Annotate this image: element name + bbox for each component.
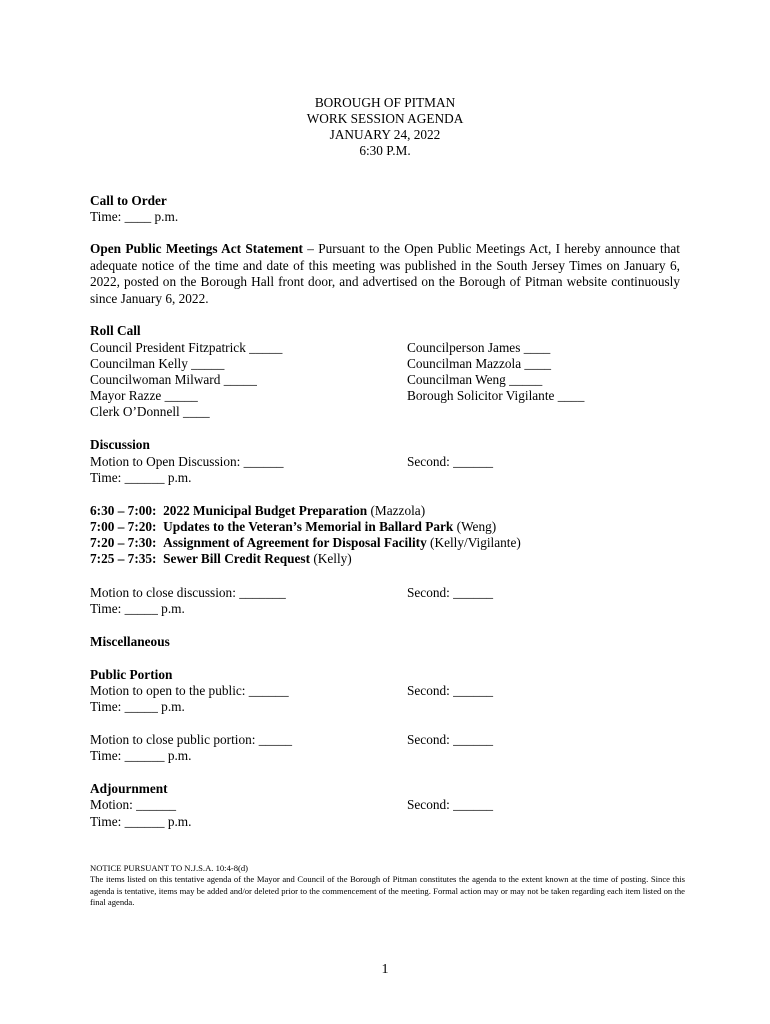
- discussion-item: [90, 503, 425, 519]
- item-time: 7:25 – 7:35:: [90, 551, 157, 566]
- adjournment-motion: Motion: ______: [90, 797, 177, 812]
- notice-heading: NOTICE PURSUANT TO N.J.S.A. 10:4-8(d): [90, 863, 249, 873]
- public-motion-open: Motion to open to the public: ______: [90, 683, 289, 698]
- notice-text: The items listed on this tentative agenda of the Mayor and Council of the Borough of Pitman constitutes the agenda to the extent known at the time of posting. Since this agenda is tentative, items may be added and/or deleted prior to the commencement of the meeting. Formal action may or may not be taken regarding each item listed on the final agenda.: [90, 874, 685, 908]
- roll-call-left-item: Councilman Kelly _____: [90, 356, 225, 371]
- roll-call-left-item: Councilwoman Milward _____: [90, 372, 257, 387]
- opma-statement: [90, 241, 680, 307]
- roll-call-heading: Roll Call: [90, 323, 141, 338]
- roll-call-right-item: Councilman Mazzola ____: [407, 356, 552, 371]
- item-title: Updates to the Veteran’s Memorial in Ballard Park: [163, 519, 454, 534]
- roll-call-left-item: Council President Fitzpatrick _____: [90, 340, 283, 355]
- discussion-item: [90, 551, 352, 567]
- item-title: Sewer Bill Credit Request: [163, 551, 311, 566]
- item-title: 2022 Municipal Budget Preparation: [163, 503, 368, 518]
- discussion-motion-close: Motion to close discussion: _______: [90, 585, 286, 600]
- discussion-heading: Discussion: [90, 437, 150, 452]
- header-time: 6:30 P.M.: [359, 143, 411, 158]
- discussion-time-open: Time: ______ p.m.: [90, 470, 192, 485]
- adjournment-heading: Adjournment: [90, 781, 168, 796]
- adjournment-time: Time: ______ p.m.: [90, 814, 192, 829]
- public-second-close: Second: ______: [407, 732, 494, 747]
- item-presenter: (Mazzola): [367, 503, 426, 518]
- page-number: 1: [381, 962, 389, 977]
- roll-call-right-item: Councilperson James ____: [407, 340, 551, 355]
- public-second-open: Second: ______: [407, 683, 494, 698]
- item-time: 7:20 – 7:30:: [90, 535, 157, 550]
- public-time-open: Time: _____ p.m.: [90, 699, 185, 714]
- roll-call-right-item: Councilman Weng _____: [407, 372, 543, 387]
- discussion-item: [90, 519, 496, 535]
- item-time: 7:00 – 7:20:: [90, 519, 157, 534]
- item-presenter: (Weng): [453, 519, 497, 534]
- item-presenter: (Kelly/Vigilante): [426, 535, 521, 550]
- roll-call-left-item: Mayor Razze _____: [90, 388, 198, 403]
- header-title: WORK SESSION AGENDA: [306, 111, 464, 126]
- roll-call-left-item: Clerk O’Donnell ____: [90, 404, 210, 419]
- notice-block: [90, 863, 685, 909]
- opma-heading: Open Public Meetings Act Statement: [90, 241, 303, 256]
- discussion-motion-open: Motion to Open Discussion: ______: [90, 454, 284, 469]
- public-motion-close: Motion to close public portion: _____: [90, 732, 293, 747]
- call-to-order-heading: Call to Order: [90, 193, 167, 208]
- header-borough: BOROUGH OF PITMAN: [314, 95, 456, 110]
- discussion-item: [90, 535, 521, 551]
- discussion-second-close: Second: ______: [407, 585, 494, 600]
- opma-text: – Pursuant to the Open Public Meetings Act, I hereby announce that adequate notice of the time and date of this meeting was published in the South Jersey Times on January 6, 2022, posted on the Borough Hall front door, and advertised on the Borough of Pitman website continuously since January 6, 2022.: [90, 241, 680, 306]
- miscellaneous-heading: Miscellaneous: [90, 634, 170, 649]
- adjournment-second: Second: ______: [407, 797, 494, 812]
- roll-call-right-item: Borough Solicitor Vigilante ____: [407, 388, 585, 403]
- item-time: 6:30 – 7:00:: [90, 503, 157, 518]
- item-title: Assignment of Agreement for Disposal Facility: [163, 535, 427, 550]
- call-to-order-time: Time: ____ p.m.: [90, 209, 179, 224]
- item-presenter: (Kelly): [310, 551, 352, 566]
- discussion-time-close: Time: _____ p.m.: [90, 601, 185, 616]
- header-date: JANUARY 24, 2022: [329, 127, 441, 142]
- public-portion-heading: Public Portion: [90, 667, 173, 682]
- public-time-close: Time: ______ p.m.: [90, 748, 192, 763]
- discussion-second-open: Second: ______: [407, 454, 494, 469]
